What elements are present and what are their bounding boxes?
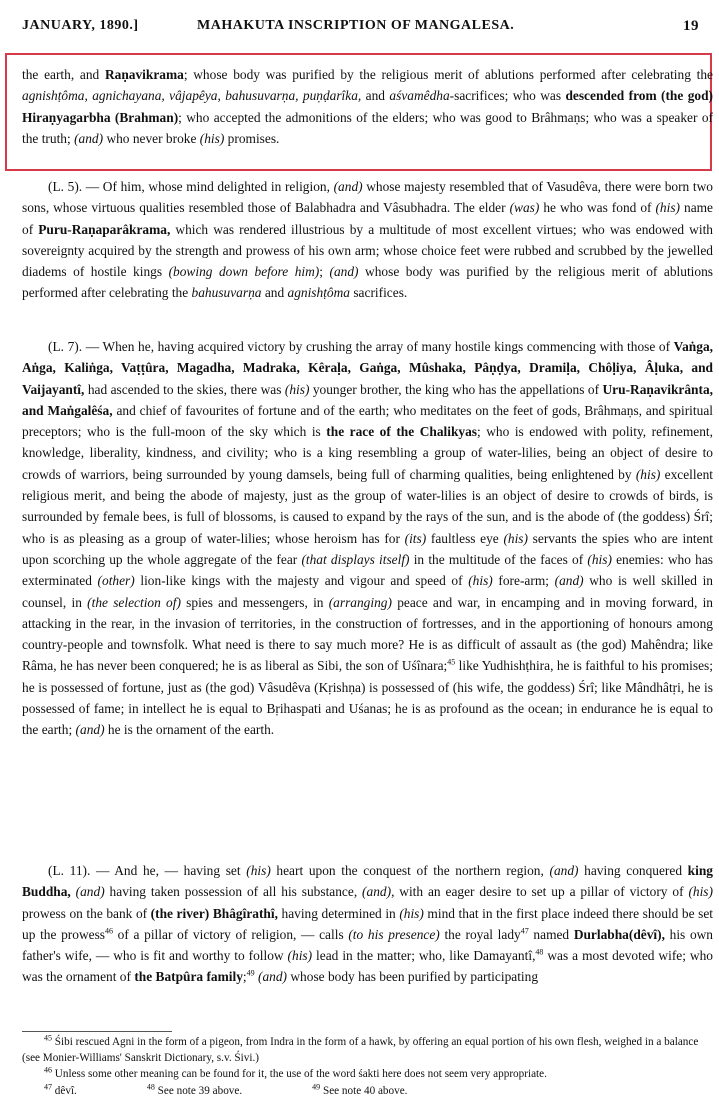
- page-number: 19: [683, 18, 699, 34]
- paragraph-l7: (L. 7). — When he, having acquired victory by crushing the array of many hostile kings commencing with those of Vaṅga, Aṅga, Kaliṅga, Vaṭṭûra, Magadha, Madraka, Kêraḷa, Gaṅga, Mûshaka, Pâṇḍya, Dramiḷa, Chôḷiya, Âḷuka, and Vaijayantî, had ascended to the skies, there was (his) younger brother, the king who has the appellations of Uru-Raṇavikrânta, and Maṅgalêśa, and chief of favourites of fortune and of the earth; who meditates on the feet of gods, Brâhmaṇs, and spiritual preceptors; who is the full-moon of the sky which is the race of the Chalikyas; who is endowed with polity, refinement, knowledge, liberality, kindness, and civility; who is a king resembling a group of water-lilies, being an object of desire to crowds of warriors, being surrounded by young damsels, being full of charming qualities, being enlightened by (his) excellent religious merit, and being the abode of majesty, just as the group of water-lilies is an object of desire to crowds of birds, is surrounded by female bees, is full of blossoms, is caused to expand by the rays of the sun, and is the abode of (the goddess) Śrî; who is as pleasing as a group of water-lilies; whose heroism has for (its) faultless eye (his) servants the spies who are intent upon scorching up the whole aggregate of the fear (that displays itself) in the multitude of the faces of (his) enemies: who has exterminated (other) lion-like kings with the majesty and vigour and speed of (his) fore-arm; (and) who is well skilled in counsel, in (the selection of) spies and messengers, in (arranging) peace and war, in encamping and in moving forward, in attacking in the rear, in the invasion of territories, in the construction of fortresses, and in the apportioning of honours among country-people and townsfolk. What need is there to say much more? He is as difficult of assault as (the god) Mahêndra; like Râma, he has never been conquered; he is as liberal as Sibi, the son of Uśînara;$^{45}$ like Yudhishṭhira, he is faithful to his promises; he is possessed of fortune, just as (the god) Vâsudêva (Kṛishṇa) is possessed of (his wife, the goddess) Śrî; like Mândhâtṛi, he is possessed of fame; in intellect he is equal to Bṛihaspati and Uśanas; he is as profound as the ocean; in endurance he is equal to the earth; (and) he is the ornament of the earth.: [22, 339, 714, 738]
- footnote-ref-45: 45: [447, 657, 456, 667]
- footnote-ref-48: 48: [535, 947, 544, 957]
- footnote-46: $^{46}$ Unless some other meaning can be found for it, the use of the word śakti here does not seem very appropriate.: [44, 1065, 547, 1081]
- running-header: [22, 18, 699, 40]
- header-title: MAHAKUTA INSCRIPTION OF MANGALESA.: [197, 18, 515, 33]
- header-date: JANUARY, 1890.]: [22, 18, 139, 33]
- paragraph-l5: (L. 5). — Of him, whose mind delighted in religion, (and) whose majesty resembled that of Vasudêva, there were born two sons, whose virtuous qualities resembled those of Balabhadra and Vâsubhadra. The elder (was) he who was fond of (his) name of Puru-Raṇaparâkrama, which was rendered illustrious by a multitude of most excellent virtues; who was endowed with sovereignty acquired by the strength and prowess of his own arm; whose choice feet were rubbed and scrubbed by the jewelled diadems of hostile kings (bowing down before him); (and) whose body was purified by the religious merit of ablutions performed after celebrating the bahusuvarṇa and agnishṭôma sacrifices.: [22, 179, 713, 301]
- footnote-ref-46: 46: [105, 926, 113, 936]
- footnote-45: $^{45}$ Śibi rescued Agni in the form of a pigeon, from Indra in the form of a hawk, by offering an equal portion of his own flesh, weighed in a balance (see Monier-Williams' Sanskrit Dictionary, s.v. Śivi.): [22, 1033, 699, 1065]
- footnote-ref-49: 49: [246, 969, 255, 979]
- paragraph-l11: (L. 11). — And he, — having set (his) heart upon the conquest of the northern region, (and) having conquered king Buddha, (and) having taken possession of all his substance, (and), with an eager desire to set up a pillar of victory of (his) prowess on the bank of (the river) Bhâgîrathî, having determined in (his) mind that in the first place indeed there should be set up the prowess$^{46}$ of a pillar of victory of religion, — calls (to his presence) the royal lady$^{47}$ named Durlabha(dêvî), his own father's wife, — who is fit and worthy to follow (his) lead in the matter; who, like Damayantî,$^{48}$ was a most devoted wife; who was the ornament of the Batpûra family;$^{49}$ (and) whose body has been purified by participating: [22, 863, 714, 985]
- footnote-ref-47: 47: [520, 926, 529, 936]
- footnote-47-49: $^{47}$ dêvî. $^{48}$ See note 39 above. $^{49}$ See note 40 above.: [44, 1081, 408, 1097]
- paragraph-continuation: the earth, and Raṇavikrama; whose body was purified by the religious merit of ablutions performed after celebrating the agnishṭôma, agnichayana, vâjapêya, bahusuvarṇa, puṇḍarîka, and aśvamêdha-sacrifices; who was descended from (the god) Hiraṇyagarbha (Brahman); who accepted the admonitions of the elders; who was good to Brâhmaṇs; who was a speaker of the truth; (and) who never broke (his) promises.: [22, 67, 714, 146]
